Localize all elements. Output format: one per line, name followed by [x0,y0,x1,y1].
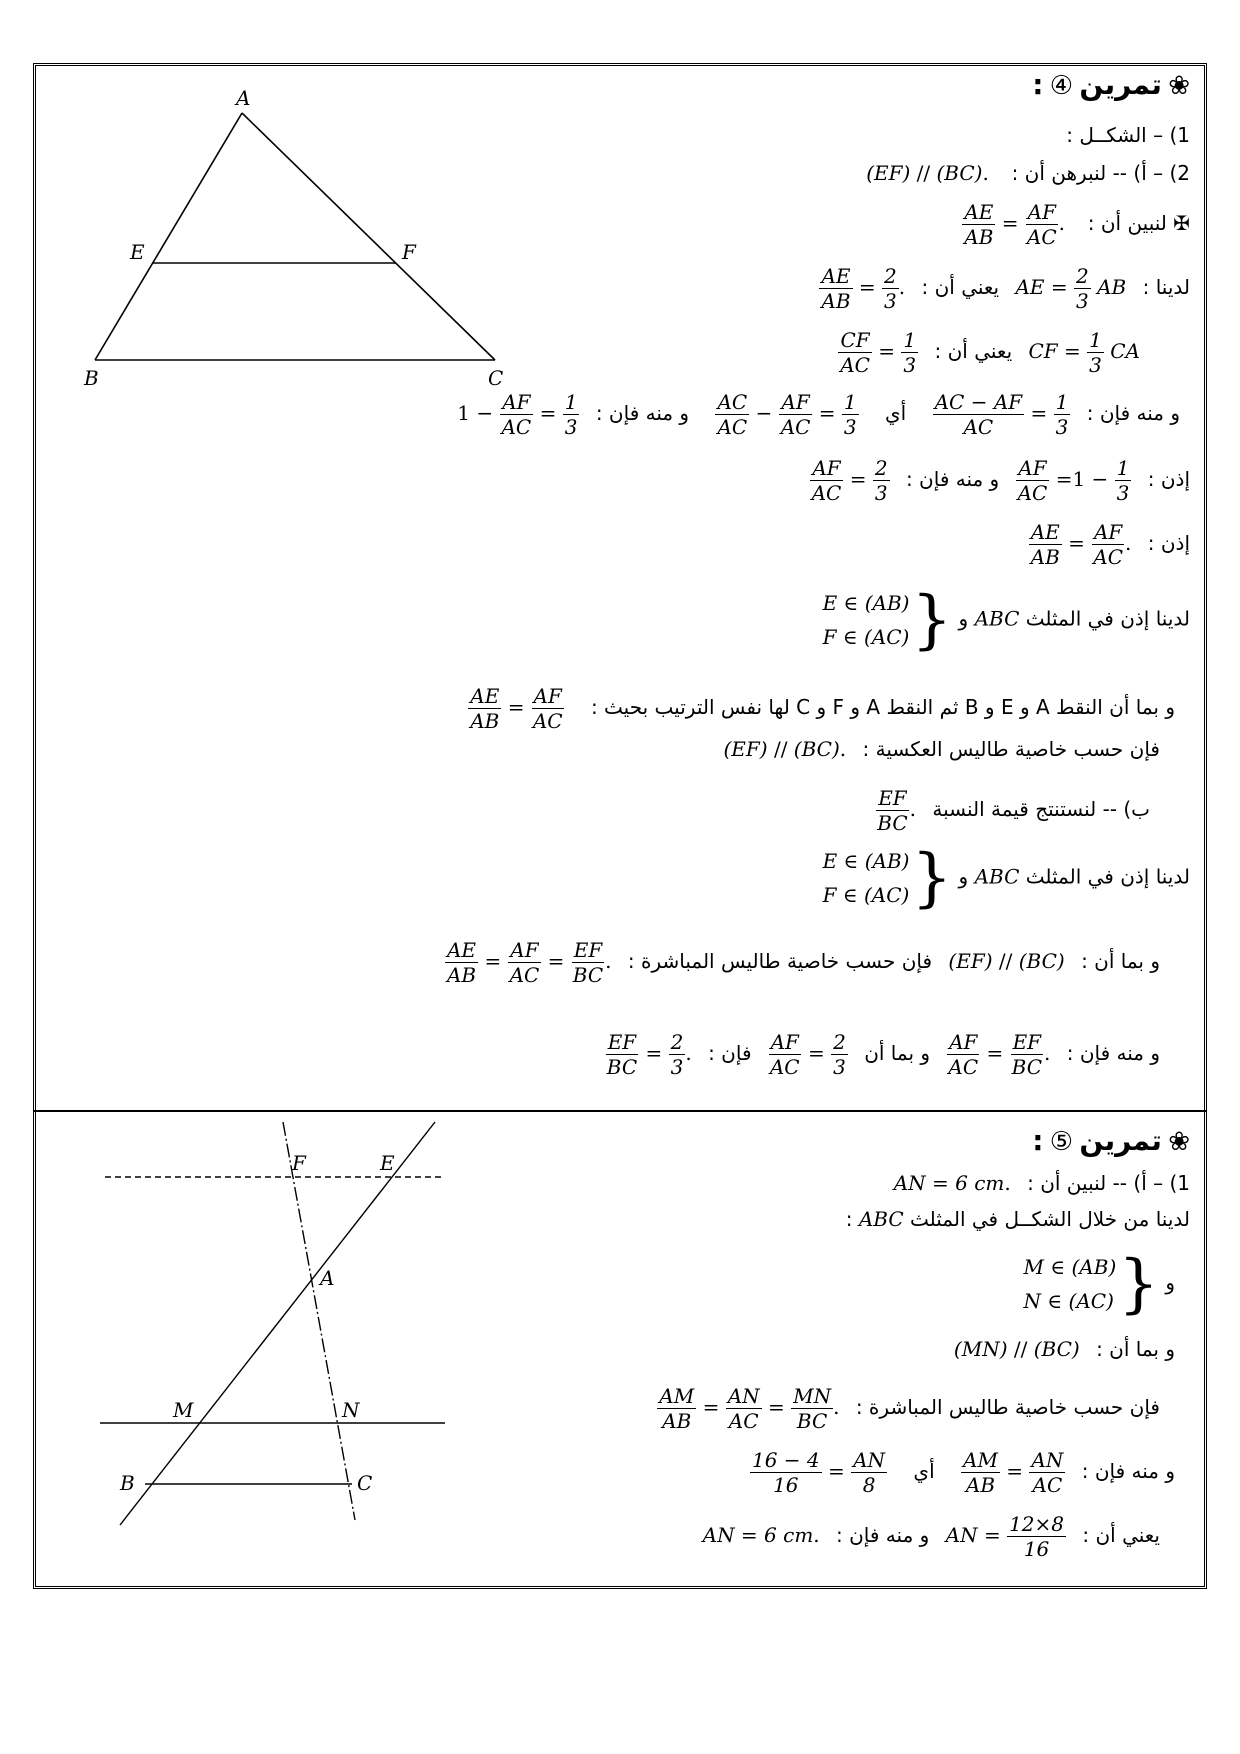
ex5-line7: يعني أن : AN = $\frac{12\times 8}{16}$ و منه فإن : AN = 6 cm. [702,1512,1160,1561]
label-A: A [320,1266,335,1290]
label-C: C [488,366,504,390]
dashed-line-FC [283,1122,355,1520]
ex5-line2: لدينا من خلال الشكــل في المثلث ABC : [845,1207,1190,1231]
ex4-line10: و بما أن النقط A و E و B ثم النقط A و F و C لها نفس الترتيب بحيث : $\frac{AE}{AB}$ = $\frac{AF}{AC}$ [470,684,1175,733]
ex5-line3: و M ∈ (AB) N ∈ (AC) } [1023,1247,1175,1321]
exercise-divider [33,1110,1207,1112]
label-N: N [342,1398,360,1422]
ex4-line14: و بما أن : (EF) // (BC) فإن حسب خاصية طاليس المباشرة : $\frac{AE}{AB}$ = $\frac{AF}{AC}$ = $\frac{EF}{BC}$ . [446,938,1160,987]
thales-figure-ex5 [95,1120,465,1530]
ex4-line4: لدينا : AE = $\frac{2}{3}$ AB يعني أن : $\frac{AE}{AB}$ = $\frac{2}{3}$ . [821,264,1190,313]
ex4-line6: و منه فإن : $\frac{AC - AF}{AC}$ = $\frac{1}{3}$ أي $\frac{AC}{AC}$ − $\frac{AF}{AC}$ = $\frac{1}{3}$ و منه فإن : 1 − $\frac{AF}{AC}$ = $\frac{1}{3}$ [457,390,1180,439]
label-C: C [357,1471,373,1495]
ex4-line7: إذن : $\frac{AF}{AC}$ =1 − $\frac{1}{3}$ و منه فإن : $\frac{AF}{AC}$ = $\frac{2}{3}$ [811,456,1190,505]
ex4-line5: CF = $\frac{1}{3}$ CA يعني أن : $\frac{CF}{AC}$ = $\frac{1}{3}$ [840,328,1140,377]
label-F: F [402,240,416,264]
label-E: E [380,1151,395,1175]
ex5-line4: و بما أن : (MN) // (BC) [953,1337,1175,1361]
ex4-line1: 1) – الشكــل : [1066,123,1190,147]
line-BE [120,1122,435,1525]
ex5-line5: فإن حسب خاصية طاليس المباشرة : $\frac{AM}{AB}$ = $\frac{AN}{AC}$ = $\frac{MN}{BC}$ . [659,1384,1160,1433]
ex4-line2: 2) – أ) -- لنبرهن أن : (EF) // (BC). [866,161,1190,185]
ex4-line15: و منه فإن : $\frac{AF}{AC}$ = $\frac{EF}{BC}$ . و بما أن $\frac{AF}{AC}$ = $\frac{2}{3}$ فإن : $\frac{EF}{BC}$ = $\frac{2}{3}$ . [606,1030,1160,1079]
label-B: B [120,1471,135,1495]
label-M: M [173,1398,194,1422]
ex5-line6: و منه فإن : $\frac{AM}{AB}$ = $\frac{AN}{AC}$ أي $\frac{16 - 4}{16}$ = $\frac{AN}{8}$ [751,1448,1175,1497]
label-F: F [292,1151,306,1175]
label-B: B [84,366,99,390]
ex5-title: ❀ تمرين ⑤ : [1032,1124,1190,1157]
triangle-figure-ex4 [80,85,510,395]
label-E: E [130,240,145,264]
ex4-line11: فإن حسب خاصية طاليس العكسية : (EF) // (BC). [723,737,1160,761]
ex4-line13: لدينا إذن في المثلث ABC و E ∈ (AB) F ∈ (AC) } [822,841,1190,915]
ex4-line9: لدينا إذن في المثلث ABC و E ∈ (AB) F ∈ (AC) } [822,583,1190,657]
ex4-line8: إذن : $\frac{AE}{AB}$ = $\frac{AF}{AC}$ . [1030,520,1190,569]
ex4-line3: ✠ لنبين أن : $\frac{AE}{AB}$ = $\frac{AF}{AC}$ . [964,200,1190,249]
ex4-title: ❀ تمرين ④ : [1032,68,1190,101]
ex4-line12: ب) -- لنستنتج قيمة النسبة $\frac{EF}{BC}$ . [877,786,1150,835]
ex5-line1: 1) – أ) -- لنبين أن : AN = 6 cm. [893,1171,1190,1195]
segment-AC [242,113,495,360]
segment-AB [95,113,242,360]
label-A: A [236,86,251,110]
